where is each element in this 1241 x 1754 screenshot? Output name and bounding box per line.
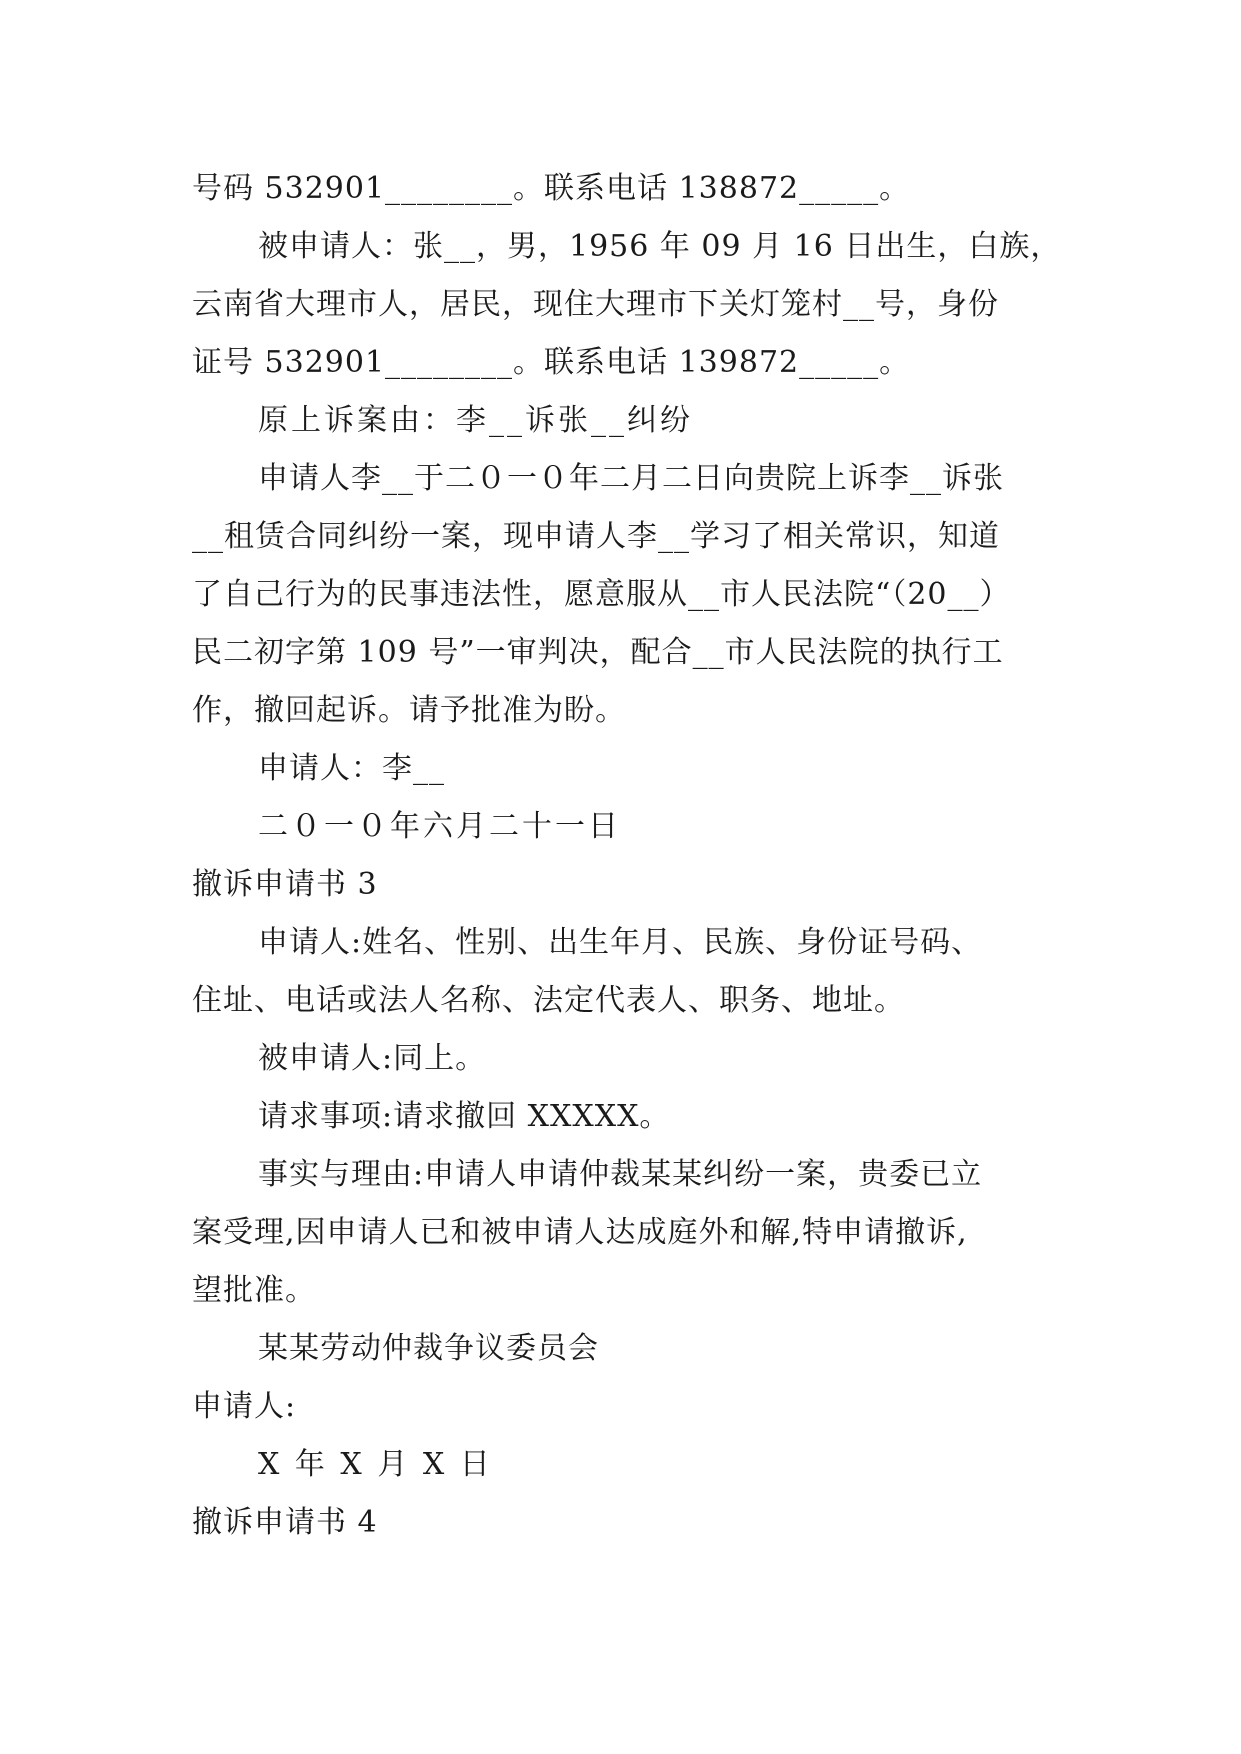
document-body xyxy=(192,160,1072,1552)
text-line-18: 事实与理由:申请人申请仲裁某某纠纷一案，贵委已立 xyxy=(258,1157,983,1192)
text-line-22: 申请人: xyxy=(192,1389,297,1424)
text-line-5: 原上诉案由：李__诉张__纠纷 xyxy=(258,403,693,438)
text-line-16: 被申请人:同上。 xyxy=(258,1041,487,1076)
text-line-10: 作，撤回起诉。请予批准为盼。 xyxy=(192,693,626,728)
text-line-6: 申请人李__于二０一０年二月二日向贵院上诉李__诉张 xyxy=(258,461,1004,496)
text-line-21: 某某劳动仲裁争议委员会 xyxy=(258,1331,599,1366)
section-heading-3: 撤诉申请书 3 xyxy=(192,867,378,902)
text-line-9: 民二初字第 109 号”一审判决，配合__市人民法院的执行工 xyxy=(192,635,1004,670)
text-line-19: 案受理,因申请人已和被申请人达成庭外和解,特申请撤诉, xyxy=(192,1215,968,1250)
text-line-1: 号码 532901________。联系电话 138872_____。 xyxy=(192,171,911,206)
text-line-23: X 年 X 月 X 日 xyxy=(258,1447,493,1482)
text-line-3: 云南省大理市人，居民，现住大理市下关灯笼村__号，身份 xyxy=(192,287,999,322)
section-heading-4: 撤诉申请书 4 xyxy=(192,1505,378,1540)
text-line-11: 申请人：李__ xyxy=(258,751,445,786)
text-line-2: 被申请人：张__，男，1956 年 09 月 16 日出生，白族， xyxy=(258,229,1062,264)
text-line-15: 住址、电话或法人名称、法定代表人、职务、地址。 xyxy=(192,983,905,1018)
text-line-20: 望批准。 xyxy=(192,1273,316,1308)
text-line-12: 二０一０年六月二十一日 xyxy=(258,809,621,844)
text-line-17: 请求事项:请求撤回 XXXXX。 xyxy=(258,1099,671,1134)
text-line-4: 证号 532901________。联系电话 139872_____。 xyxy=(192,345,911,380)
text-line-7: __租赁合同纠纷一案，现申请人李__学习了相关常识，知道 xyxy=(192,519,1000,554)
text-line-8: 了自己行为的民事违法性，愿意服从__市人民法院“（20__） xyxy=(192,577,1011,612)
text-line-14: 申请人:姓名、性别、出生年月、民族、身份证号码、 xyxy=(258,925,983,960)
